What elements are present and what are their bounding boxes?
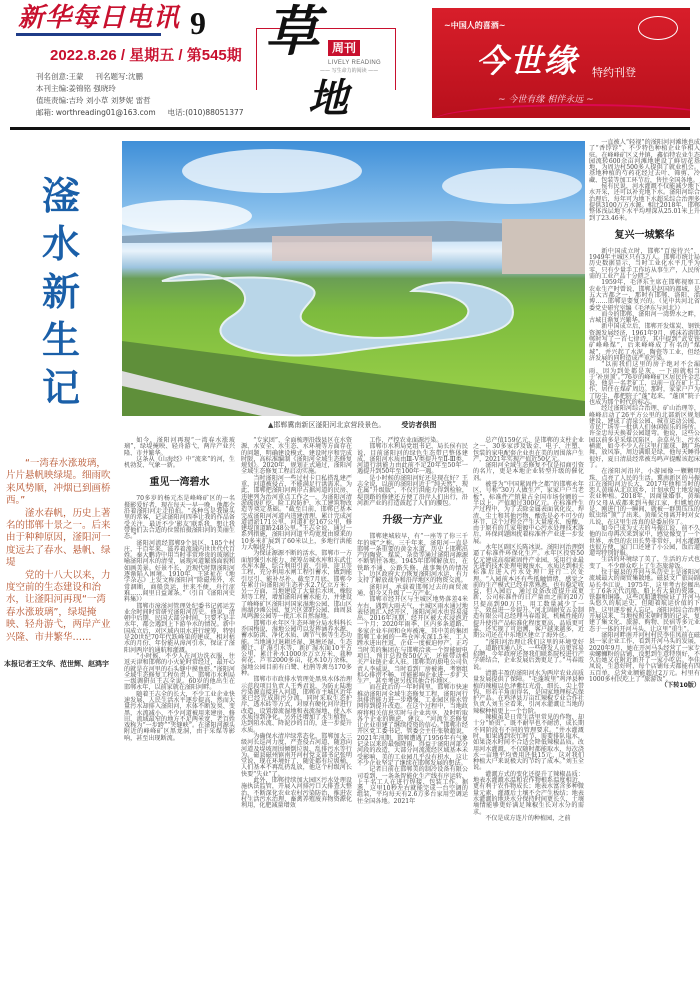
credits-line — [36, 72, 155, 81]
body-paragraph: “以前我们这里的房子绝对不会漏雨，因为到处都是灰，一下雨就相当于‘补房顶’。”76岁的峰峰矿区居民许金忠说，他是一名老矿工，以前一直在矿上工作，居住在煤矿周边。那时，家家户户为了防尘，都把院子“蓬”起来，“蓬顶”院子也成为那个时代的标志。 — [589, 361, 700, 406]
body-paragraph: 新中国成立后，邯郸开发煤炭、钢铁资源发展经济，1961年9月，郭沫若游邯郸时写了一首七律诗，其中提到“武安铁矿峰峰煤”，后来峰峰成了有名的“煤城”，并兴起了水泥、陶瓷等工业，但经济发展的同时造成严重污染。 — [589, 323, 700, 362]
newspaper-masthead: 新华每日电讯 — [18, 3, 181, 33]
body-paragraph: 随着王志全的长大，不少工业企业快速发展，人民生活水平逐步提高，然而大量污水却排入滏阳河，水体不断发臭、变黑，水流减小，不少河道被用来建房、修田，流域最窄的地方不足两米宽，老百姓戏称为“一步跨”“夹缝峡”。在滏阳河源头附近的峰峰矿区黑龙洞，由于采煤等影响，甚至出现断流。 — [124, 690, 235, 742]
body-paragraph: 生活的环境绿了美了，生活的方式也变了，不少群众吃上了生态旅游饭。 — [589, 556, 700, 570]
body-paragraph: 新中国成立时，邯郸“百废待兴”，1949年主城区只有3万人。邯郸市统计局历史数据显示，当时工业化水平几乎为零，只有少量手工作坊从事生产，人民所需的工业产品十分匮乏。 — [589, 247, 700, 281]
phone: 电话:(010)88051377 — [167, 108, 244, 117]
supplement-slogan: —— 写生命力的阅读 —— — [320, 68, 379, 74]
article-summary — [6, 458, 114, 644]
summary-paragraph: 滏水春帆，历史上著名的邯郸十景之一。后来由于种种原因，滏阳河一度远去了春水、悬帆、绿堤 — [6, 507, 111, 569]
summary-paragraph: 党的十八大以来，力度空前的生态建设和治水，让滏阳河再现“一湾春水涨玻璃”，绿堤掩映、轻舟游弋，两岸产业兴隆、市井繁华…… — [6, 569, 111, 643]
body-paragraph: “滏阳河治理让我们这里的环境变好了，道路四通八达，一些研发人员更容易招聘，今年政府还督我们联系院校进行产学研结合，企业发展后劲更足了。”马春霞说。 — [473, 638, 584, 671]
credits-line — [36, 108, 256, 117]
credit: 值班责编:吉玲 刘小草 刘梦妮 雷哲 — [36, 96, 151, 105]
body-paragraph: 滏阳河，承载着邯郸过去的商贸流通，如今又升级了一方产业。 — [357, 583, 468, 597]
credit: 刊名创意:王蒙 — [36, 72, 84, 81]
credits-line — [36, 96, 163, 105]
body-paragraph: 总产值159亿元，是邯郸的支柱企业之一，30多家涉及钣金、电子、注塑、包装的家电配套企业也在美的周围落户生产，2021年实现产值近50亿元。 — [473, 437, 584, 463]
body-paragraph: 而在此后的一年时间里，邯郸市快速推动滏阳河全域生态修复工程，滏阳河行洪排涝能力进一步增强，工业园区排水管网得到提升改造。在这个过程中，当地政府将相关信息实时与企业共享，及时听取各个企业的顾虑、建议。“河流生态修复让企业重建了继续投资的信心。”邯郸市经开区党工委书记、管委会主任张敬超说，2021年汛期，邯郸遭遇了1956年有气象记录以来的最强降雨，得益于滏阳河部分河段的改造，大部分河流流经区域基本未受影响，美的工业园几乎没有积水，这让不少企业坚定了继续在邯郸发展的想法。 — [357, 684, 468, 767]
body-paragraph: 是小时候的滏阳河好还是现在好？王志全说，以前的滏阳河近于“纯天然”，现在属“升级版”，不仅行洪能力得到检验，堤顶路的修建还方便了沿岸人们出行，沿河新产业的打造鼓起了人们的腰包。 — [357, 474, 468, 507]
body-paragraph: 如今已成为丈夫的马振江说，前不久他的岳母再次来到家中，感觉像变了一个世界，承包的农田长势非常好，河水灌溉也很方便，家门口还建了小公园，饭后遛遛弯特别舒服。 — [589, 524, 700, 558]
body-paragraph: “专家团”，全面梳理沿线县区在水资源、水安全、水生态、水环境等方面存在的问题，明确建设模式、建设时序和完成时限，高标准编制《滏阳河全域生态修复规划》。2020年，规划正式通过，滏阳河全域生态修复工程启动实施。 — [241, 437, 352, 476]
title-char: 滏 — [41, 174, 80, 218]
body-column-2 — [241, 438, 352, 810]
issue-date: 2022.8.26 / 星期五 / 第545期 — [50, 47, 242, 64]
section-heading: 升级一方产业 — [382, 515, 443, 527]
body-paragraph: 邯郸市漳滏河管理处纪委书记郭运芳业余时间时常研究滏阳河历史。他说，清朝中后期、民国大部分时间，只要不是丰水年，都会遇到上下游争水的情况。新中国成立后，对区域内用水进行统筹，特别是20世纪70年代跃峰渠的建成，相对枯水的月份、年份能从漳河引水，保证了滏阳河两岸的通航和灌溉。 — [124, 602, 235, 654]
body-column-1 — [124, 438, 235, 742]
caption-text: ▲邯郸冀南新区滏阳河北京营段景色。 — [268, 421, 386, 429]
credit: 本刊主编:姜锦铭 强晓玲 — [36, 84, 116, 93]
river-aerial-image — [122, 141, 585, 416]
email: 邮箱: worthreading01@163.com — [36, 108, 156, 117]
body-paragraph: 邯郸市永年区生态环境分局水科科长乔国梅说，湿地公园可以发挥涵养水源、蓄水防洪、净化水质、调节气候等生态功能。当地通过退耕还湿、退塘还湿、生态搬迁、扩湿引水等，新扩湿水面10平方公里，累计补水1000余万立方米，栽种荷花、芦苇2000多亩，花木10万余株，湿地公园目前有白鹭、杜鹃等禽鸟170多种。 — [241, 619, 352, 677]
byline: 本报记者王文华、范世辉、赵鸿宇 — [4, 660, 109, 668]
body-paragraph: 永年区副区长陈冰说，滏阳河治理倒逼了标准件环保化生产。永年区投资50亿元建成高端紧固件产业园，采用行业最先进的技术处理电镀废水，水质达到相关标准后进入污水处理厂进行二次处理。“入园前本还有些抵触情绪，感觉之前的生产模式已经非常熟悉，也有稳定收益，但入园后，通过设备改造提升或更新，公司标准件的日产量由之前的20万只提高到90万只，用工数量减少了一半，效益进一步提升。”河北固耐安五金制造有限公司总经理马春霞说，机械性能的提升使得产品标准化程度更高，品质更可靠，还实现了可追溯，客户越来越多，近期公司还在中东地区建立了海外仓。 — [473, 544, 584, 640]
body-paragraph: 在滏阳河沿岸，小游园像一颗颗明珠，点亮了人民的生活。冀南新区的马振江在滏阳河边长大，2017年他和当时的恋人黄瑶从北京返乡，计划承包土地发展农业种植。2018年，因商量婚事，黄瑶的父母从成都来到马振江家，但尴尬的是，刚进门的一瞬间，就被一群黑压压的蚊虫给“顶”了出来。黄瑶父母离开时对女儿说，在这里生活真的是委屈你了。 — [589, 468, 700, 526]
title-char: 生 — [41, 318, 80, 362]
banner-wave — [432, 104, 690, 118]
article-photo — [122, 141, 585, 416]
body-paragraph: 邯郸市市政排水管理处黑臭水体治理示范段项目负责人王秀君说，为防止陆地污染源直接进入河道，邯郸市主城区近年来已经完成雨污分流，同时采取生态护岸、透水砖等方式，对原有硬化河岸进行改造，设置潜流湿地和表流湿地，使入水水质得到净化。另外还增加了水生植物，达到阻水流、降泥沙的目的，进一步提升水质。 — [241, 676, 352, 734]
photo-caption — [268, 421, 436, 429]
title-char: 水 — [41, 222, 80, 266]
body-paragraph: 邯郸市水利局党组书记、局长侯有民说，目前滏阳河的绿色生态带已整体建成，滏阳河水质由Ⅲ-Ⅴ类提升至Ⅱ-Ⅲ类，河道行洪能力由此前不足20年至50年一遇提升到50年至100年一遇。 — [357, 443, 468, 476]
body-paragraph: “小时候，不少人在河边洗衣服，往返天津和邯郸的小火轮时常经过，最开心的就是在河里的石头缝中摸鱼虾。”滏阳河全域生态修复工程负责人、邯郸市水利局一级调研员王志全说。60岁的他出生在邯郸永年，以前家就在滏阳河畔。 — [124, 652, 235, 692]
article-title — [36, 172, 86, 412]
body-paragraph: 滏阳河全域生态修复不仅是招商引资的名片，更是本地企业转型升级的催化剂。 — [473, 462, 584, 482]
credit: 刊名题写:沈鹏 — [95, 72, 144, 81]
body-paragraph: 不仅是成方连片的种植园，之前 — [485, 814, 571, 822]
title-char: 记 — [41, 366, 80, 410]
body-paragraph: 灌溉方式的变化还提升了辣椒品质：地表水灌溉水温和农作物根系温度相近，更有利于农作物成长；地表水富含多种微量元素，灌溉后土壤不会产生板结；地表水灌溉的地块水分保持时间更长久，土壤墒情能够更好满足辣椒生长对水分的需求。 — [473, 770, 584, 816]
brand-logo-icon — [638, 16, 678, 40]
section-heading: 重见一湾碧水 — [149, 477, 210, 489]
summary-paragraph: “一湾春水涨玻璃，片片悬帆映绿堤。细雨吹来风势顺，冲烟已到画桥西。” — [6, 458, 111, 507]
body-paragraph: 清澈丰盈的滏阳河水为两岸农业高质量发展提供了保障。“毛蓬坡里”鸡泽县种植的辣椒以色泽紫红光滑、细长、尖上带钩、形若羊角而得名，是国家地理标志保护产品。在鸡泽县万亩红辣椒专业合作社负责人刘玉全看来，引河水灌溉让当地的辣椒种植更上一个台阶。 — [473, 669, 584, 715]
photo-credit: 受访者供图 — [401, 421, 437, 429]
body-paragraph: 为确保水清岸绿常态化，邯郸加大三级河长巡河力度，严查侵占河道、随意向河道及堤坡周围倾倒垃圾、乱排污水等行为。磁县磁州镇南开河村党支部书记张明堂说，现在环境好了，随处都有垃圾桶，人们基本不再乱扔乱放，他这个村级河长快要“失业”了。 — [241, 732, 352, 778]
body-paragraph: 位于磁县的开河马头历史上是滏阳河流域最大的商贸集散地。磁县文广旅局副局长李江说，1975年，这里考古挖掘出土了6条元代沉船，船上有大量的瓷器、铁器和铜器，这些沉船遗物验证了开河马头悠久的航运史，但随着航运价值的下降，这里逐步被人忘记。滏阳河综合治理开展以来，当地按照宋朝时期的记录，复建了集文化、旅游、购物、民宿等多元业态于一体的开河马头，让这里“重生”。 — [589, 569, 700, 633]
banner-top: ~中国人的喜酒~ — [444, 21, 506, 30]
body-paragraph: 为保证源源不断的活水，邯郸市一方面加强引水能力，统筹岳城水库和东武仕水库水源，综合利用引黄、引漳、迎卫等工程，充分利用水闸工程引蓄水，做到能引尽引、能补尽补。截至7月底，邯郸今年累计向滏阳河生态补水2.7亿立方米；另一方面，当地建设了大量拦水坝、橡胶坝等工程，增加滏阳河蓄水能力，并建设了峰峰矿区滏阳河国家湿地公园、邯山区南湖沙滩公园、复兴区郊野公园、曲周县凤鸣源公园等一批汇水自然湿地。 — [241, 550, 352, 621]
supplement-logo-char: 地 — [308, 75, 348, 122]
body-paragraph: 而今的邯郸，滏阳河一湾碧水之畔，古城日渐复兴繁华。 — [589, 310, 700, 325]
body-paragraph: 辣椒虽是日常生活里常见的作物，却十分“娇贵”，既不耐旱也不耐涝，成长期不同阶段有不同的管理要求。“井水灌溉时，如果遇到农忙时节，需要排队取水，如果浇水时间不合适会降低辣椒品质。改用河水灌溉，不仅随时都能取水，每次浇水一亩地平均费用还低15元，这对我们种植大户来说极大的节约了成本。”刘玉全说。 — [473, 714, 584, 772]
weekly-badge: 周刊 — [328, 40, 360, 56]
body-paragraph: 如今，滏阳河再现“一湾春水涨玻璃”，绿堤掩映、轻舟游弋，两岸产业兴隆、市井繁华。 — [124, 437, 235, 457]
body-paragraph: 一直被人“轻视”的滏阳河河滩地也成了“香饽饽”，不少特色种植企业争相入驻。在峰峰矿区义井镇，鑫佰特农业生态园流转600余亩河滩地建设了鲜切花基地，为周边村500多人提供了就业机会。基地种植的芍药花经过去叶、筛剪、冷藏、包装等加工环节后，售往全国各地。 — [589, 139, 700, 184]
sponsor-banner — [432, 8, 690, 118]
banner-brand: 今世缘 — [476, 42, 579, 80]
body-paragraph: 邯郸建城较早，有“一座等了你三千年的城”之称。三千年来，滏阳河一直是邯郸一条重要的黄金水道，历史上邯郸出产的陶瓷、煤炭、杂货等通过滏阳河源源不断销往各地。1945年邯郸解放后，在铁路不通、公路失修、战事频仍的情况下，边区政府大力恢复滏阳河水运，有力支持了解放战争和沿岸地区的物资交流。 — [357, 533, 468, 585]
body-paragraph: 记者日前在邯郸美的制冷设备有限公司看到，一条条智能化生产线有序运转，上千名工人在进行焊接、包装工作。据悉，这里10秒左右就能完成一台空调的组装，平均每天有2.6万多台家用空调运往全国各地。2021年 — [357, 766, 468, 805]
body-paragraph: 当时滏阳河一些过村卡口私搭乱建严重，河道被侵占，不能满足行洪需求。为此，邯郸把滏阳河两岸占据河道的民房、违建列为治河重点工作之一，为滏阳河清淤疏浚扩挖、险工段防护、水工建筑物改造等奠定基础。“截至目前，邯郸已基本完成滏阳河河道内违建清理，累计完成河道清淤171公里，河道扩挖167公里，修建堤顶道路248公里。”王志全说，通过一系列措施，滏阳河河道平均宽度由原来的10多米扩展到了60米以上，多地行洪能力大幅提升。 — [241, 474, 352, 552]
header-rule — [10, 127, 690, 130]
body-column-5 — [589, 140, 700, 690]
body-paragraph: 侯有民说，河水灌溉不仅能减少地下水开采，还可以补充地下水。滏阳河综合治理后，每年可为地下水超采综合治理多提供3100万方水源。相比2018年，邯郸整体浅层地下水平均埋深从25.01米上升到了23.46米。 — [589, 183, 700, 222]
masthead-underline — [16, 33, 161, 36]
body-paragraph: 被誉为“中国紧固件之都”的邯郸永年区，号称“30万人做生产，家家户户当老板”，标准件产销量占全国市场份额的一半以上，产值超过300亿元。在标准件生产过程中，为了去除金属表面氧化皮、焊渣、尘土和其他污物，酸洗是必不可少的环节，这个过程会产生大量废水、废酸，由于原有的几家电镀中心污水处理技术落后，环保问题困扰着标准件产业进一步发展。 — [473, 481, 584, 545]
banner-sponsor: 特约刊登 — [592, 66, 636, 79]
body-paragraph: 1959年，毛泽东主席在邯郸视察工农业生产时曾说，邯郸是赵国的都城，是五大古都之一，那时有邯郸、洛阳、淄博……邯郸是要复兴的。（见中共河北省委党史研究室编《毛泽东与河北》） — [589, 279, 700, 312]
title-char: 新 — [41, 270, 80, 314]
credits-line — [36, 84, 128, 93]
body-column-4 — [473, 438, 584, 822]
supplement-logo-char: 草 — [265, 0, 319, 63]
continued-link[interactable]: （下转10版） — [661, 682, 700, 690]
body-paragraph: 滏阳河流经邯郸9个县区、185个村庄，千百年来，滋养着流域内世世代代百姓。秦大鹏诗中用当时非常珍贵的玻璃比喻滏阳河水的清莹，展现河道繁盛面貌和如画美景。好景不长，近现代时期滏阳河逐渐陷入困境。1910年，王延祉在《地学杂志》上发文称滏阳河“除磁州外，水常涸断，商船货运，往来不便，舟行涩难……闾里日益萧条。”（引自《滏阳河史料集》） — [124, 539, 235, 604]
supplement-english: LIVELY READING — [328, 60, 381, 66]
section-heading: 复兴一城繁华 — [614, 229, 675, 241]
body-paragraph: 经过滏阳河综合治理、矿山治理等，峰峰启动了26平方公里的北部新区规划建设，建成了清泉公园、城市运动公园、市民广场等一批供人们休闲娱乐的场所。许金忠每天换着公园遛弯。他说，这些公园以前多是采煤沉陷区，杂草丛生、污水横流，如今不少人在这里打篮球、跳广场舞、放风筝，周边满眼是绿，他每天睡得很好，夏日清晨经常被鸟鸣声提醒该起床了。 — [589, 405, 700, 469]
page-number: 9 — [190, 5, 206, 41]
body-paragraph: 70多岁的杨元杰是峰峰矿区的一名摄影爱好者，现在每天一早一晚，他都会沿着滏阳河走走拍拍。“各种鸟是我镜头里的常客，记录滏阳河四季让我的作品备受关注，最近不少‘影友’联系我，想让我带他们去合适的位置拍摄滏阳河的美丽生态。” — [124, 495, 235, 541]
body-paragraph: 此外，邯郸持续加大园区污水处理设施执法监管，开展入河排污口大排查大整治，不断深化农业农村污染防治，推进农村生活污水治理，畜禽养殖废弃物资源化利用，化肥减量增效 — [241, 777, 352, 810]
body-column-3 — [357, 438, 468, 805]
body-paragraph: 滏阳河畔南开河村村民李佳凤前在磁县一家企业工作，看到开河马头的发展，2020年9月，她在开河马头经营了一家专卖螺蛳粉的店铺，没想到生意特别好，不久后她又在附近新开了一家小吃店。李佳凤说，生意好时，每个店铺每天都能有四五百单，总营业额能超过2万元。村里有1000多村民吃上了“旅游饭”。 （下转10版） — [589, 631, 700, 690]
body-paragraph: 邯郸市经开区与主城区地势落差4米左右，遇到大雨天气，主城区雨水通过地表径流汇入经开区，滏阳河河水也容易溢出。2016年汛期，经开区被大水浸泡近一个月；2020年雨季，区内多条道路、多家企业车间和仓库被淹，其中美的集团邯郸工业园的一些仓库水深1.5米，工人蹚水进出往返，企业一度被迫停产。正巧当时美的集团在与邯郸洽谈一个智能厨电项目，预计总投资50亿元，还能带动相关产业链企业入驻。邯郸美的厨电公司负责人李威说，当时看到厂房被淹，考察组担心排涝不畅，可能影响企业进一步扩大生产，甚至考虑另找其他合作地区。 — [357, 596, 468, 686]
banner-tagline: ~ 今世有缘 相伴永远 ~ — [498, 95, 594, 105]
body-paragraph: 工作，严控农业面源污染。 — [369, 437, 443, 444]
body-paragraph: 这条从《山海经》中“流来”的河，生机勃发、气象一新。 — [124, 455, 235, 470]
